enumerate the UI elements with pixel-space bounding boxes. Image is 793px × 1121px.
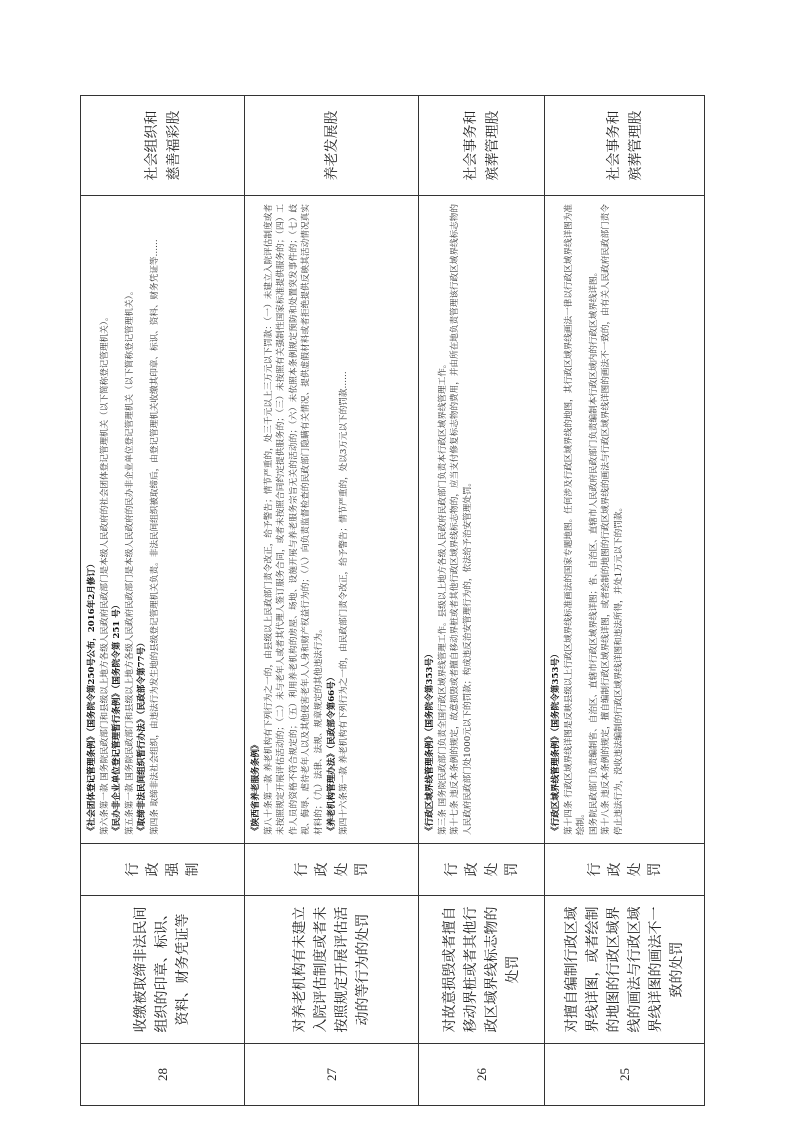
- law-article: 第八十条第一款 养老机构有下列行为之一的，由县级以上民政部门责令改正，给予警告；情节严重的，处三千元以上三万元以下罚款：（一）未建立入院评估制度或者未按照规定开展评估活动的；（二）未与老年人或者其代理人签订服务合同，或者未按照合同约定提供服务的；（三）未按照有关强制性国家标准提供服务的；（四）工作人员的资格不符合规定的；（五）利用养老机构的房屋、场地、设施开展与养老服务宗旨无关的活动的；（六）未依照本条例规定预防和处置突发事件的；（七）歧视、侮辱、虐待老年人以及其他侵害老年人人身和财产权益行为的；（八）向负责监督检查的民政部门隐瞒有关情况、提供虚假材料或者拒绝提供反映其活动情况真实材料的；（九）法律、法规、规章规定的其他违法行为。: [263, 204, 324, 835]
- item-name: 对养老机构有未建立入院评估制度或者未按照规定开展评估活动的等行为的处罚: [245, 896, 419, 1044]
- power-type: 行政处罚: [245, 844, 419, 896]
- power-list-table: [80, 95, 705, 1106]
- law-title: 《民办非企业单位登记管理暂行条例》（国务院令第 251 号）: [112, 600, 123, 835]
- responsible-department: 养老发展股: [245, 96, 419, 196]
- law-article: 第三条 国务院民政部门负责全国行政区域界线管理工作。县级以上地方各级人民政府民政部门负责本行政区域界线管理工作。: [437, 359, 448, 835]
- law-article: 第四条 取缔非法社会组织，由违法行为发生地的县级登记管理机关负责。非法民间组织被取缔后，由登记管理机关收缴其印章、标识、资料、财务凭证等……: [149, 239, 160, 835]
- law-title: 《行政区域界线管理条例》（国务院令第353号）: [425, 649, 435, 835]
- law-article: 第六条第一款 国务院民政部门和县级以上地方各级人民政府民政部门是本级人民政府的社会团体登记管理机关（以下简称登记管理机关）。: [99, 312, 110, 835]
- table-row: [419, 96, 545, 1106]
- item-name: 对故意损毁或者擅自移动界桩或者其他行政区域界线标志物的处罚: [419, 896, 545, 1044]
- table-row: [81, 96, 245, 1106]
- legal-basis: [545, 196, 705, 844]
- responsible-department: 社会组织和慈善福彩股: [81, 96, 245, 196]
- law-article: 第十七条 违反本条例的规定，故意损毁或者擅自移动界桩或者其他行政区域界线标志物的，应当支付修复标志物的费用，并由所在地负责管理该行政区域界线标志物的人民政府民政部门处1000元以下的罚款；构成违反治安管理行为的，依法给予治安管理处罚。: [450, 204, 473, 835]
- law-title: 《取缔非法民间组织暂行办法》（民政部令第77号）: [137, 638, 148, 835]
- responsible-department: 社会事务和殡葬管理股: [419, 96, 545, 196]
- law-title: 《陕西省养老服务条例》: [251, 740, 261, 835]
- power-type: 行政处罚: [419, 844, 545, 896]
- row-number: 25: [545, 1044, 705, 1106]
- law-article: 第四十六条第一款 养老机构有下列行为之一的，由民政部门责令改正，给予警告；情节严重的，处以3万元以下的罚款……: [339, 371, 350, 835]
- law-title: 《社会团体登记管理条例》（国务院令第250号公布，2016年2月修订）: [87, 559, 97, 835]
- rotated-table-wrapper: [80, 96, 704, 1106]
- responsible-department: 社会事务和殡葬管理股: [545, 96, 705, 196]
- row-number: 28: [81, 1044, 245, 1106]
- power-type: 行政处罚: [545, 844, 705, 896]
- legal-basis: [81, 196, 245, 844]
- law-article: 第十八条 违反本条例的规定，擅自编制行政区域界线详图，或者绘制的地图的行政区域界线的画法与行政区域界线详图的画法不一致的，由有关人民政府民政部门责令停止违法行为，没收违法编制的行政区域界线详图和违法所得，并处1万元以下的罚款。: [601, 204, 624, 835]
- table-row: [245, 96, 419, 1106]
- law-article: 第十四条 行政区域界线详图是反映县级以上行政区域界线标准画法的国家专题地图。任何涉及行政区域界线的地图，其行政区域界线画法一律以行政区域界线详图为准绘制。: [563, 204, 587, 835]
- law-article: 国务院民政部门负责编制省、自治区、直辖市行政区域界线详图；省、自治区、直辖市人民政府民政部门负责编制本行政区域内的行政区域界线详图。: [588, 267, 599, 835]
- table-row: [545, 96, 705, 1106]
- power-type: 行政强制: [81, 844, 245, 896]
- legal-basis: [245, 196, 419, 844]
- law-title: 《行政区域界线管理条例》（国务院令第353号）: [551, 649, 561, 835]
- law-article: 第五条第一款 国务院民政部门和县级以上地方各级人民政府民政部门是本级人民政府的民办非企业单位登记管理机关（以下简称登记管理机关）。: [124, 286, 135, 835]
- row-number: 27: [245, 1044, 419, 1106]
- item-name: 收缴被取缔非法民间组织的印章、标识、资料、财务凭证等: [81, 896, 245, 1044]
- law-title: 《养老机构管理办法》（民政部令第66号）: [326, 672, 337, 835]
- legal-basis: [419, 196, 545, 844]
- item-name: 对擅自编制行政区域界线详图，或者绘制的地图的行政区域界线的画法与行政区域界线详图的画法不一致的处罚: [545, 896, 705, 1044]
- row-number: 26: [419, 1044, 545, 1106]
